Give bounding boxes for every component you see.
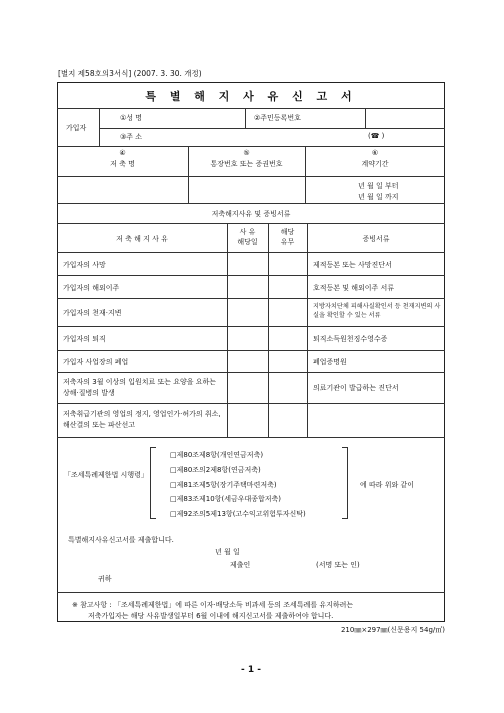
col6-label: 계약기간 [361, 160, 389, 168]
law-item-5[interactable]: □제92조의5제13항(고수익고위험투자신탁) [170, 510, 306, 518]
law-item-3[interactable]: □제81조제5항(장기주택마련저축) [170, 481, 277, 489]
form-title: 특 별 해 지 사 유 신 고 서 [145, 90, 357, 103]
addressee: 귀하 [98, 575, 112, 583]
submit-date: 년 월 일 [215, 548, 240, 556]
law-item-4[interactable]: □제83조제10항(세금우대종합저축) [170, 495, 282, 503]
reason-row-6: 저축자의 3월 이상의 입원치료 또는 요양을 요하는 상해·질병의 발생 [63, 378, 217, 397]
act-name: 「조세특례제한법 시행령」 [64, 471, 148, 479]
signature-label: (서명 또는 인) [316, 561, 360, 569]
doc-row-1: 제적등본 또는 사망진단서 [313, 261, 392, 269]
reasons-section-title: 저축해지사유 및 증빙서류 [211, 210, 291, 218]
col-yn-header: 해당 유무 [280, 228, 295, 246]
col4-number: ④ [119, 149, 126, 157]
period-to: 년 월 일 까지 [358, 193, 399, 201]
law-suffix: 에 따라 위와 같이 [360, 481, 415, 489]
reason-row-3: 가입자의 천재·지변 [63, 309, 122, 317]
address-label: ③주 소 [120, 133, 143, 141]
col4-label: 저 축 명 [110, 160, 135, 168]
form-number: [별지 제58호의3서식] (2007. 3. 30. 개정) [58, 69, 202, 78]
doc-row-6: 의료기관이 발급하는 진단서 [313, 384, 399, 392]
note-line-2: 저축가입자는 해당 사유발생일부터 6월 이내에 해지신고서를 제출하여야 합니다. [88, 612, 334, 620]
page-number: - 1 - [241, 665, 261, 675]
phone-label: (☎ ) [368, 132, 385, 140]
reason-row-1: 가입자의 사망 [63, 261, 106, 269]
doc-row-5: 폐업증명원 [313, 358, 347, 366]
reason-row-4: 가입자의 퇴직 [63, 335, 106, 343]
applicant-group-label: 가입자 [66, 124, 87, 132]
reason-row-5: 가입자 사업장의 폐업 [63, 358, 129, 366]
paper-size: 210㎜×297㎜(신문용지 54g/㎡) [340, 626, 445, 634]
note-line-1: ※ 참고사항 : 「조세특례제한법」에 따른 이자·배당소득 비과세 등의 조세특례를 유지하려는 [72, 601, 354, 609]
col-docs-header: 증빙서류 [362, 235, 390, 243]
col-reason-header: 저 축 해 지 사 유 [116, 235, 168, 243]
col6-number: ⑥ [371, 149, 379, 157]
doc-row-2: 호적등본 및 해외이주 서류 [313, 284, 395, 292]
doc-row-3: 지방자치단체 피해사실확인서 등 천재지변의 사실을 확인할 수 있는 서류 [313, 303, 441, 319]
period-from: 년 월 일 부터 [358, 182, 399, 190]
col5-number: ⑤ [243, 149, 250, 157]
law-item-1[interactable]: □제80조제8항(개인연금저축) [170, 451, 264, 459]
law-item-2[interactable]: □제80조의2제8항(연금저축) [170, 466, 261, 474]
doc-row-4: 퇴직소득원천징수영수증 [313, 335, 388, 343]
name-label: ①성 명 [120, 114, 143, 122]
rrn-label: ②주민등록번호 [254, 114, 301, 122]
reason-row-2: 가입자의 해외이주 [63, 284, 120, 292]
col5-label: 통장번호 또는 증권번호 [210, 160, 283, 168]
reason-row-7: 저축취급기관의 영업의 정지, 영업인가·허가의 취소, 해산결의 또는 파산선고 [63, 410, 221, 429]
submit-statement: 특별해지사유신고서를 제출합니다. [68, 536, 174, 544]
col-date-header: 사 유 해당일 [237, 228, 258, 246]
submitter-label: 제출인 [230, 561, 251, 569]
